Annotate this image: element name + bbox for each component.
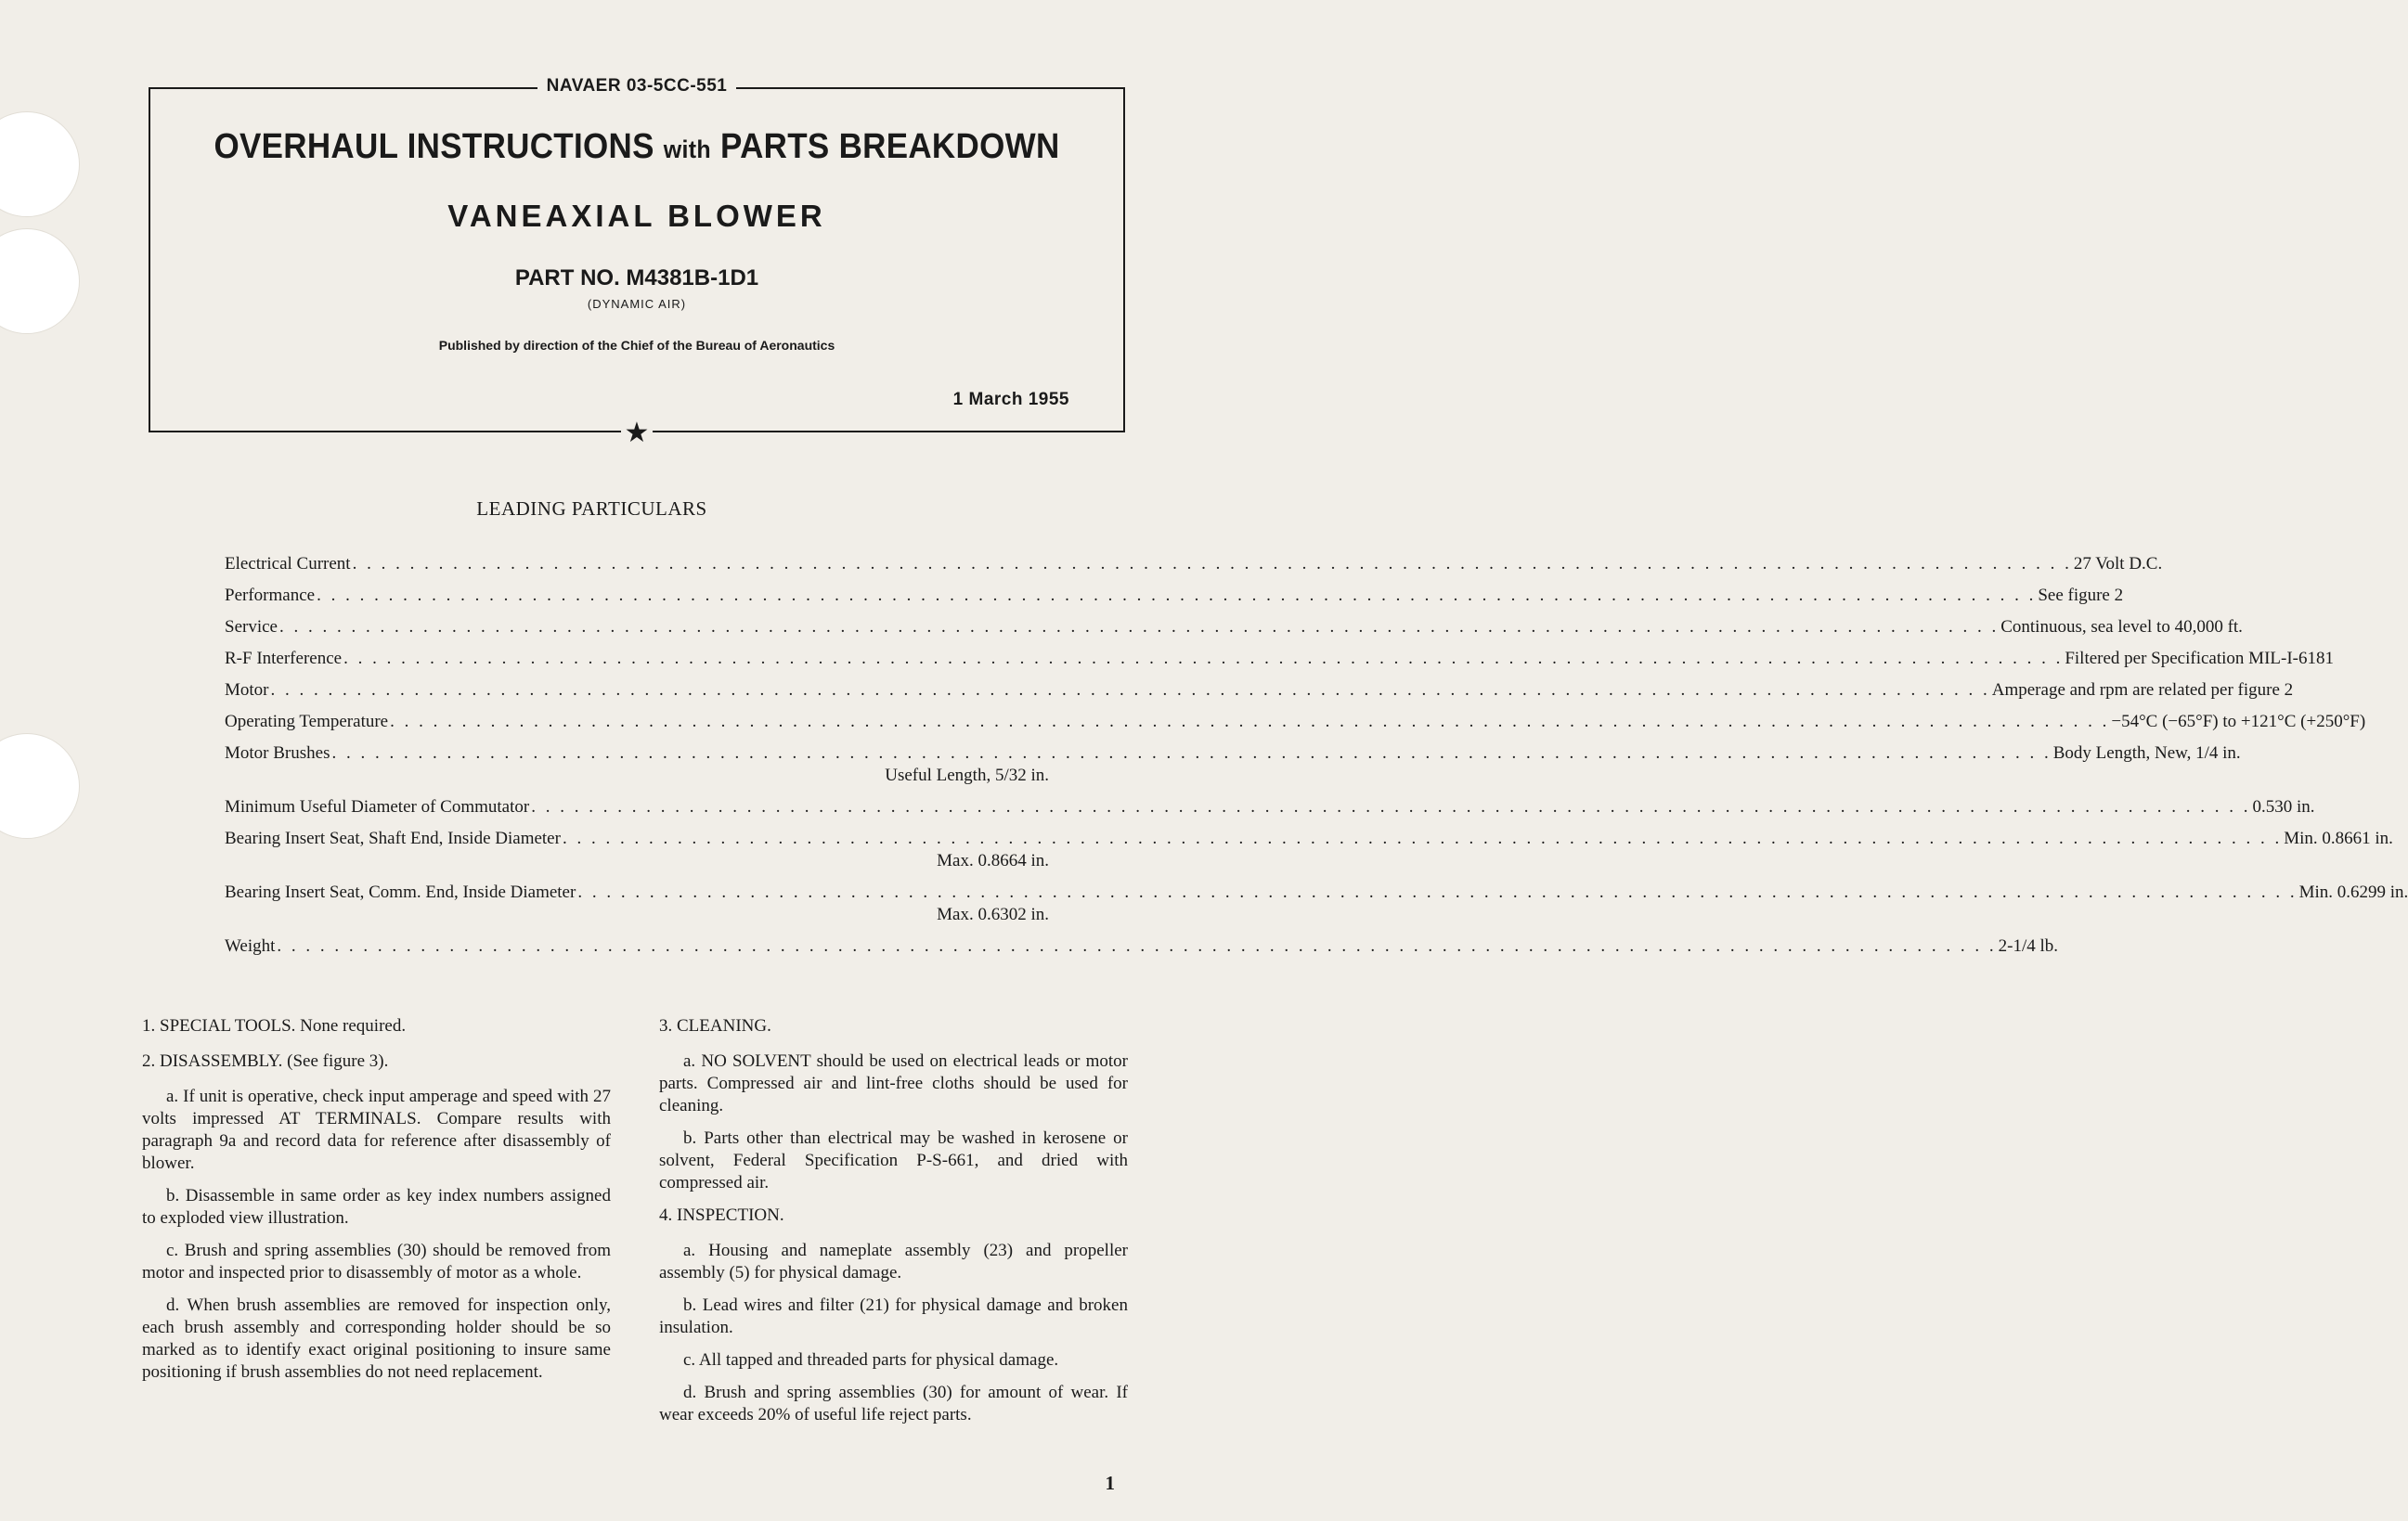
particulars-row xyxy=(225,796,2315,819)
particulars-label: Electrical Current xyxy=(225,554,351,574)
inspection-para-d: d. Brush and spring assemblies (30) for amount of wear. If wear exceeds 20% of useful life reject parts. xyxy=(659,1383,1128,1424)
binder-hole-bottom xyxy=(0,733,80,839)
particulars-value: See figure 2 xyxy=(2038,586,2124,605)
header-box xyxy=(149,76,1125,448)
disassembly-para-d: d. When brush assemblies are removed for inspection only, each brush assembly and corresponding holder should be so marked as to identify exact original positioning to insure same positioning if brush assemblies do not need replacement. xyxy=(142,1295,611,1382)
particulars-row xyxy=(225,935,2059,958)
section-heading-cleaning: 3. CLEANING. xyxy=(659,1016,771,1036)
page-number: 1 xyxy=(1105,1472,1115,1494)
particulars-label: Weight xyxy=(225,936,276,956)
particulars-row xyxy=(225,553,2163,575)
particulars-value-extra: Useful Length, 5/32 in. xyxy=(885,766,1049,785)
leader-dots: . . . . . . . . . . . . . . . . . . . . . . . . . . . . . . . . . . . . . . . . . . . . . . . . . . . . . . . . . . . . . . . . . . . . . . . . . . . . . . . . . . . . . . . . . . . . . . . . . . . . . . . . . . . . . . . . . . . . . . . . xyxy=(277,936,1997,956)
particulars-value: Filtered per Specification MIL-I-6181 xyxy=(2065,649,2334,668)
leader-dots: . . . . . . . . . . . . . . . . . . . . . . . . . . . . . . . . . . . . . . . . . . . . . . . . . . . . . . . . . . . . . . . . . . . . . . . . . . . . . . . . . . . . . . . . . . . . . . . . . . . . . . . . . . . . . . . . . . . . . . . . xyxy=(278,617,2000,637)
particulars-label: Minimum Useful Diameter of Commutator xyxy=(225,797,530,817)
particulars-table xyxy=(225,553,2408,967)
cleaning-para-a: a. NO SOLVENT should be used on electrical leads or motor parts. Compressed air and lint-free cloths should be used for cleaning. xyxy=(659,1051,1128,1115)
particulars-label: Bearing Insert Seat, Shaft End, Inside Diameter xyxy=(225,829,561,848)
inspection-para-b: b. Lead wires and filter (21) for physical damage and broken insulation. xyxy=(659,1295,1128,1337)
particulars-label: R-F Interference xyxy=(225,649,343,668)
publication-date: 1 March 1955 xyxy=(952,390,1069,409)
particulars-label: Motor Brushes xyxy=(225,743,330,763)
inspection-para-a: a. Housing and nameplate assembly (23) and propeller assembly (5) for physical damage. xyxy=(659,1241,1128,1283)
document-subtitle: VANEAXIAL BLOWER xyxy=(447,199,826,233)
particulars-label: Service xyxy=(225,617,278,637)
part-number: PART NO. M4381B-1D1 xyxy=(514,265,759,290)
leader-dots: . . . . . . . . . . . . . . . . . . . . . . . . . . . . . . . . . . . . . . . . . . . . . . . . . . . . . . . . . . . . . . . . . . . . . . . . . . . . . . . . . . . . . . . . . . . . . . . . . . . . . . . . . . . . . . . . . . . . . . . . xyxy=(270,680,1990,700)
leader-dots: . . . . . . . . . . . . . . . . . . . . . . . . . . . . . . . . . . . . . . . . . . . . . . . . . . . . . . . . . . . . . . . . . . . . . . . . . . . . . . . . . . . . . . . . . . . . . . . . . . . . . . . . . . . . . . . . . . . . . . . . xyxy=(352,554,2072,574)
particulars-value: −54°C (−65°F) to +121°C (+250°F) xyxy=(2111,712,2366,731)
binder-hole-top xyxy=(0,111,80,217)
document-title: OVERHAUL INSTRUCTIONS with PARTS BREAKDOWN xyxy=(214,126,1060,166)
particulars-row xyxy=(225,882,2408,926)
disassembly-para-a: a. If unit is operative, check input amperage and speed with 27 volts impressed AT TERMINALS. Compare results with paragraph 9a and record data for reference after disassembly of blower. xyxy=(142,1087,611,1173)
particulars-value: 2-1/4 lb. xyxy=(1998,936,2059,956)
particulars-value: Min. 0.8661 in. xyxy=(2284,829,2393,848)
particulars-label: Bearing Insert Seat, Comm. End, Inside Diameter xyxy=(225,883,576,902)
leader-dots: . . . . . . . . . . . . . . . . . . . . . . . . . . . . . . . . . . . . . . . . . . . . . . . . . . . . . . . . . . . . . . . . . . . . . . . . . . . . . . . . . . . . . . . . . . . . . . . . . . . . . . . . . . . . . . . . . . . . . . . . xyxy=(577,883,2298,902)
leader-dots: . . . . . . . . . . . . . . . . . . . . . . . . . . . . . . . . . . . . . . . . . . . . . . . . . . . . . . . . . . . . . . . . . . . . . . . . . . . . . . . . . . . . . . . . . . . . . . . . . . . . . . . . . . . . . . . . . . . . . . . . xyxy=(317,586,2037,605)
particulars-value: Continuous, sea level to 40,000 ft. xyxy=(2000,617,2243,637)
cleaning-para-b: b. Parts other than electrical may be washed in kerosene or solvent, Federal Specification P-S-661, and dried with compressed air. xyxy=(659,1128,1128,1192)
doc-number: NAVAER 03-5CC-551 xyxy=(537,76,737,96)
particulars-row xyxy=(225,616,2243,638)
particulars-row xyxy=(225,679,2294,702)
star-icon: ★ xyxy=(621,418,654,448)
leader-dots: . . . . . . . . . . . . . . . . . . . . . . . . . . . . . . . . . . . . . . . . . . . . . . . . . . . . . . . . . . . . . . . . . . . . . . . . . . . . . . . . . . . . . . . . . . . . . . . . . . . . . . . . . . . . . . . . . . . . . . . . xyxy=(331,743,2052,763)
particulars-row xyxy=(225,585,2124,607)
particulars-value: 0.530 in. xyxy=(2252,797,2315,817)
leader-dots: . . . . . . . . . . . . . . . . . . . . . . . . . . . . . . . . . . . . . . . . . . . . . . . . . . . . . . . . . . . . . . . . . . . . . . . . . . . . . . . . . . . . . . . . . . . . . . . . . . . . . . . . . . . . . . . . . . . . . . . . xyxy=(343,649,2064,668)
leader-dots: . . . . . . . . . . . . . . . . . . . . . . . . . . . . . . . . . . . . . . . . . . . . . . . . . . . . . . . . . . . . . . . . . . . . . . . . . . . . . . . . . . . . . . . . . . . . . . . . . . . . . . . . . . . . . . . . . . . . . . . . xyxy=(562,829,2283,848)
disassembly-para-b: b. Disassemble in same order as key index numbers assigned to exploded view illustration. xyxy=(142,1186,611,1228)
section-heading-disassembly: 2. DISASSEMBLY. (See figure 3). xyxy=(142,1051,389,1071)
section-heading-inspection: 4. INSPECTION. xyxy=(659,1205,784,1225)
binder-hole-middle xyxy=(0,228,80,334)
particulars-value: 27 Volt D.C. xyxy=(2073,554,2163,574)
right-column xyxy=(659,1015,1128,1437)
particulars-value-extra: Max. 0.6302 in. xyxy=(937,905,1049,924)
leader-dots: . . . . . . . . . . . . . . . . . . . . . . . . . . . . . . . . . . . . . . . . . . . . . . . . . . . . . . . . . . . . . . . . . . . . . . . . . . . . . . . . . . . . . . . . . . . . . . . . . . . . . . . . . . . . . . . . . . . . . . . . xyxy=(531,797,2251,817)
particulars-value: Amperage and rpm are related per figure 2 xyxy=(1991,680,2294,700)
disassembly-para-c: c. Brush and spring assemblies (30) should be removed from motor and inspected prior to disassembly of motor as a whole. xyxy=(142,1241,611,1283)
particulars-label: Motor xyxy=(225,680,269,700)
particulars-row xyxy=(225,742,2241,787)
particulars-heading: LEADING PARTICULARS xyxy=(476,497,707,520)
published-by: Published by direction of the Chief of the Bureau of Aeronautics xyxy=(438,338,835,353)
particulars-row xyxy=(225,828,2393,872)
inspection-para-c: c. All tapped and threaded parts for physical damage. xyxy=(683,1350,1059,1370)
particulars-value: Min. 0.6299 in. xyxy=(2298,883,2408,902)
particulars-value: Body Length, New, 1/4 in. xyxy=(2052,743,2241,763)
particulars-label: Performance xyxy=(225,586,316,605)
particulars-label: Operating Temperature xyxy=(225,712,389,731)
particulars-row xyxy=(225,711,2366,733)
particulars-value-extra: Max. 0.8664 in. xyxy=(937,851,1049,870)
manufacturer: (DYNAMIC AIR) xyxy=(587,297,687,311)
section-heading-special-tools: 1. SPECIAL TOOLS. None required. xyxy=(142,1016,407,1036)
particulars-row xyxy=(225,648,2334,670)
left-column xyxy=(142,1015,611,1394)
leader-dots: . . . . . . . . . . . . . . . . . . . . . . . . . . . . . . . . . . . . . . . . . . . . . . . . . . . . . . . . . . . . . . . . . . . . . . . . . . . . . . . . . . . . . . . . . . . . . . . . . . . . . . . . . . . . . . . . . . . . . . . . xyxy=(390,712,2110,731)
